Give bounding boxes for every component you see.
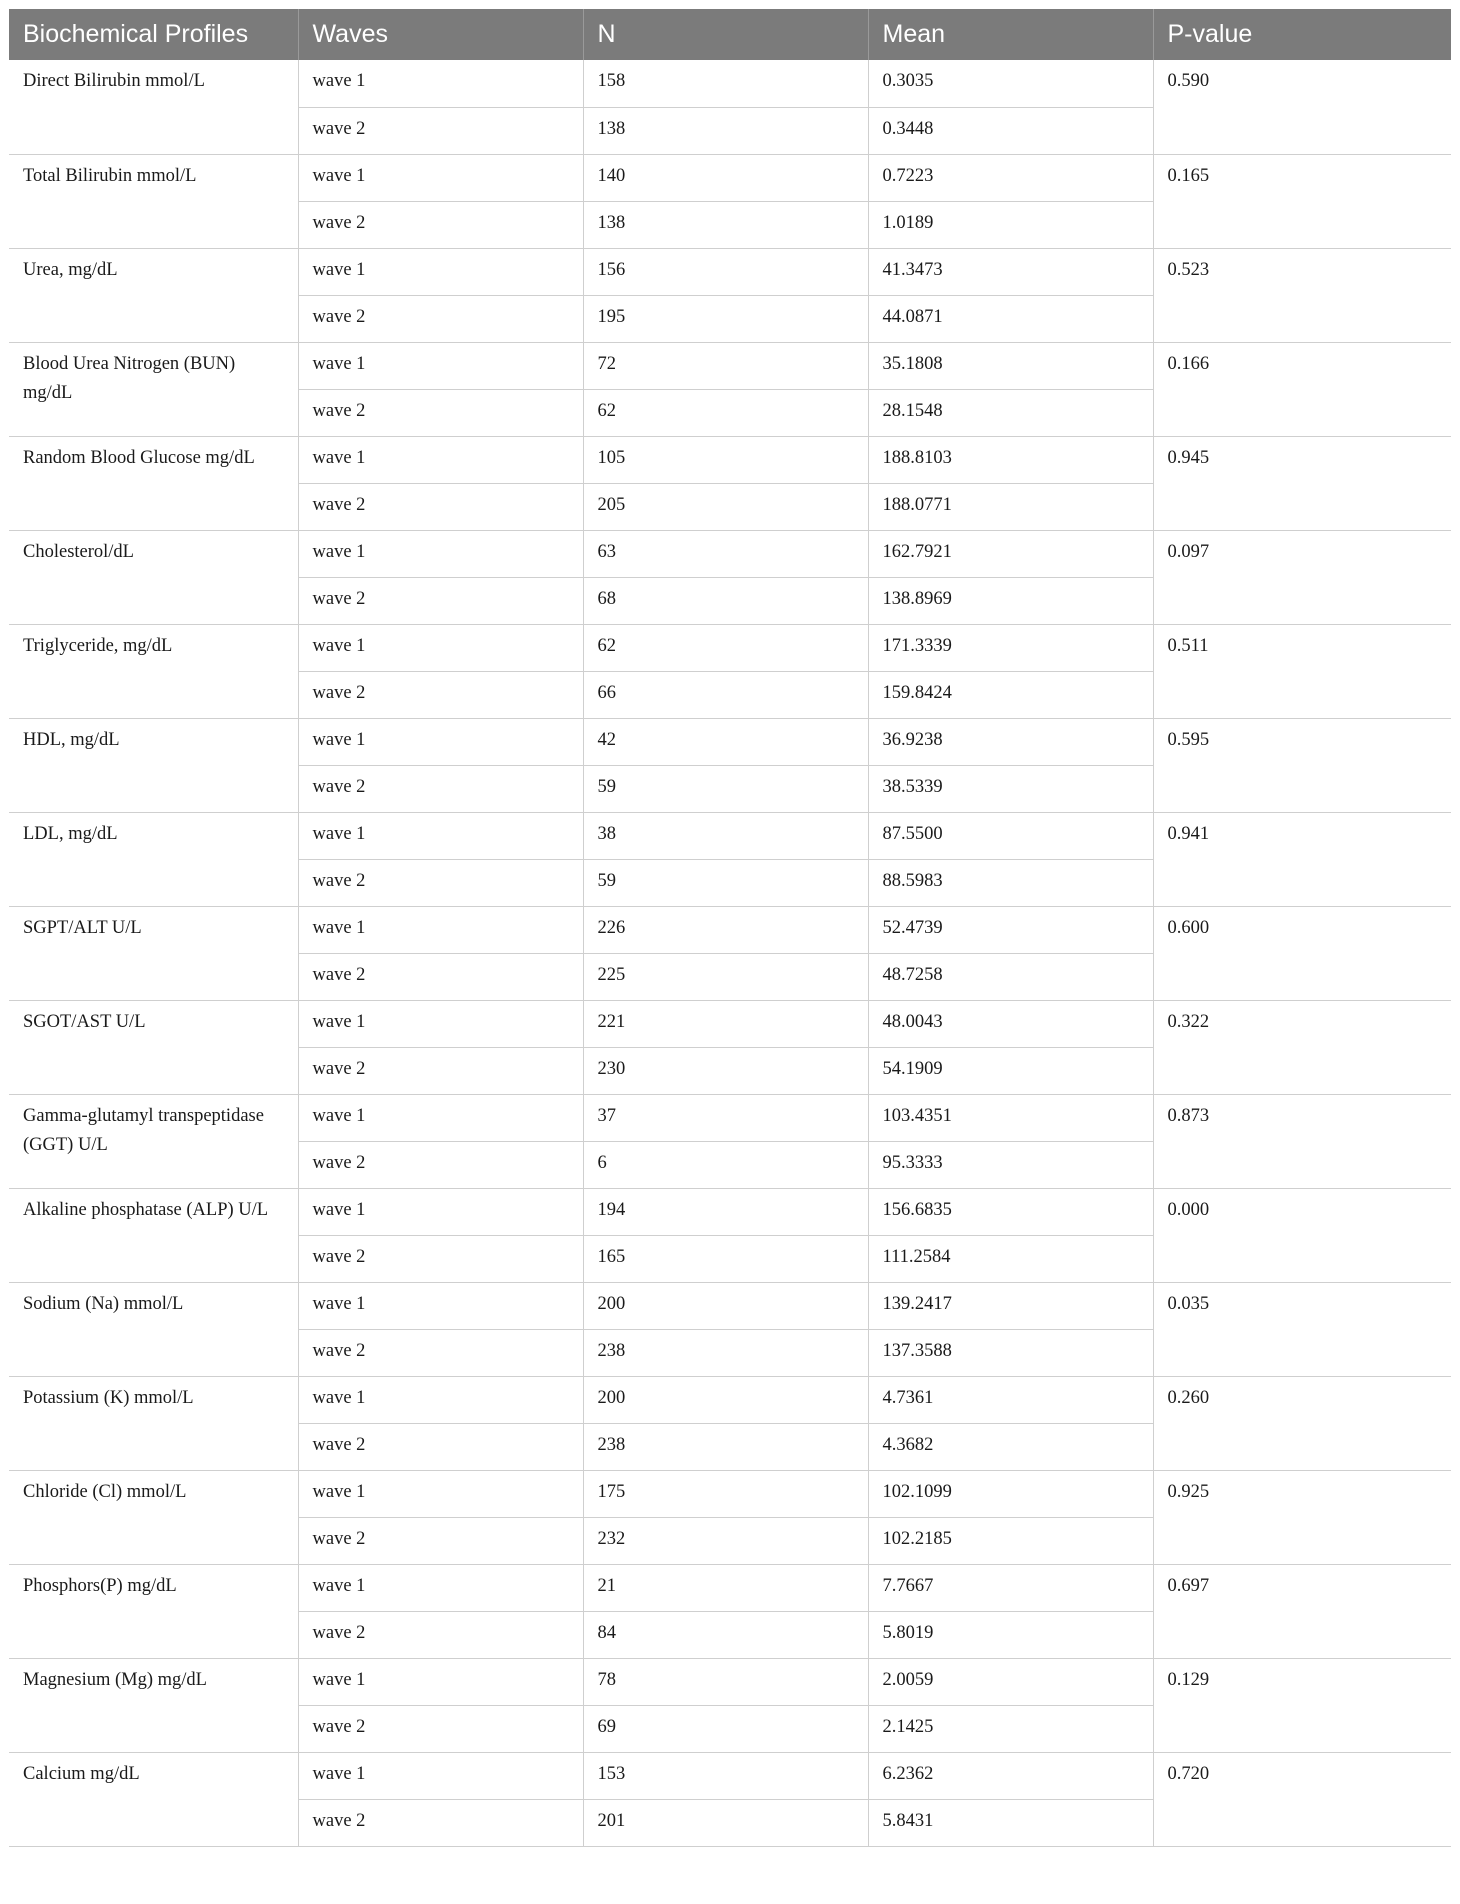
p-value-cell: 0.697 bbox=[1153, 1564, 1451, 1658]
wave-cell: wave 2 bbox=[298, 1799, 583, 1846]
p-value-cell: 0.511 bbox=[1153, 624, 1451, 718]
n-cell: 59 bbox=[583, 765, 868, 812]
p-value-cell: 0.600 bbox=[1153, 906, 1451, 1000]
profile-name-cell: Cholesterol/dL bbox=[9, 530, 298, 624]
wave-cell: wave 1 bbox=[298, 248, 583, 295]
wave-cell: wave 1 bbox=[298, 436, 583, 483]
mean-cell: 103.4351 bbox=[868, 1094, 1153, 1141]
n-cell: 63 bbox=[583, 530, 868, 577]
n-cell: 62 bbox=[583, 624, 868, 671]
mean-cell: 38.5339 bbox=[868, 765, 1153, 812]
table-row bbox=[9, 812, 1451, 859]
n-cell: 42 bbox=[583, 718, 868, 765]
n-cell: 59 bbox=[583, 859, 868, 906]
n-cell: 69 bbox=[583, 1705, 868, 1752]
n-cell: 201 bbox=[583, 1799, 868, 1846]
profile-name-cell: Phosphors(P) mg/dL bbox=[9, 1564, 298, 1658]
mean-cell: 6.2362 bbox=[868, 1752, 1153, 1799]
wave-cell: wave 1 bbox=[298, 1564, 583, 1611]
header-row bbox=[9, 9, 1451, 60]
header-mean: Mean bbox=[868, 9, 1153, 60]
table-row bbox=[9, 60, 1451, 107]
wave-cell: wave 2 bbox=[298, 389, 583, 436]
n-cell: 68 bbox=[583, 577, 868, 624]
wave-cell: wave 1 bbox=[298, 60, 583, 107]
wave-cell: wave 2 bbox=[298, 483, 583, 530]
wave-cell: wave 2 bbox=[298, 1141, 583, 1188]
profile-name-cell: Urea, mg/dL bbox=[9, 248, 298, 342]
p-value-cell: 0.595 bbox=[1153, 718, 1451, 812]
mean-cell: 5.8019 bbox=[868, 1611, 1153, 1658]
mean-cell: 171.3339 bbox=[868, 624, 1153, 671]
p-value-cell: 0.941 bbox=[1153, 812, 1451, 906]
profile-name-cell: Gamma-glutamyl transpeptidase (GGT) U/L bbox=[9, 1094, 298, 1188]
n-cell: 232 bbox=[583, 1517, 868, 1564]
table-row bbox=[9, 436, 1451, 483]
mean-cell: 44.0871 bbox=[868, 295, 1153, 342]
wave-cell: wave 1 bbox=[298, 1282, 583, 1329]
table-row bbox=[9, 154, 1451, 201]
mean-cell: 162.7921 bbox=[868, 530, 1153, 577]
mean-cell: 159.8424 bbox=[868, 671, 1153, 718]
n-cell: 156 bbox=[583, 248, 868, 295]
table-header bbox=[9, 9, 1451, 60]
table-row bbox=[9, 1282, 1451, 1329]
mean-cell: 4.7361 bbox=[868, 1376, 1153, 1423]
n-cell: 175 bbox=[583, 1470, 868, 1517]
mean-cell: 2.1425 bbox=[868, 1705, 1153, 1752]
wave-cell: wave 1 bbox=[298, 1470, 583, 1517]
n-cell: 230 bbox=[583, 1047, 868, 1094]
biochemical-profiles-table bbox=[9, 9, 1451, 1847]
header-biochemical-profiles: Biochemical Profiles bbox=[9, 9, 298, 60]
n-cell: 66 bbox=[583, 671, 868, 718]
n-cell: 226 bbox=[583, 906, 868, 953]
wave-cell: wave 2 bbox=[298, 1235, 583, 1282]
wave-cell: wave 2 bbox=[298, 295, 583, 342]
mean-cell: 36.9238 bbox=[868, 718, 1153, 765]
n-cell: 200 bbox=[583, 1282, 868, 1329]
p-value-cell: 0.873 bbox=[1153, 1094, 1451, 1188]
header-n: N bbox=[583, 9, 868, 60]
profile-name-cell: LDL, mg/dL bbox=[9, 812, 298, 906]
wave-cell: wave 1 bbox=[298, 906, 583, 953]
p-value-cell: 0.097 bbox=[1153, 530, 1451, 624]
wave-cell: wave 2 bbox=[298, 1611, 583, 1658]
profile-name-cell: Sodium (Na) mmol/L bbox=[9, 1282, 298, 1376]
p-value-cell: 0.590 bbox=[1153, 60, 1451, 154]
table-row bbox=[9, 906, 1451, 953]
profile-name-cell: Triglyceride, mg/dL bbox=[9, 624, 298, 718]
mean-cell: 102.1099 bbox=[868, 1470, 1153, 1517]
wave-cell: wave 2 bbox=[298, 107, 583, 154]
profile-name-cell: HDL, mg/dL bbox=[9, 718, 298, 812]
biochemical-profiles-table-container bbox=[9, 9, 1451, 1847]
header-waves: Waves bbox=[298, 9, 583, 60]
wave-cell: wave 2 bbox=[298, 1329, 583, 1376]
header-p-value: P-value bbox=[1153, 9, 1451, 60]
n-cell: 153 bbox=[583, 1752, 868, 1799]
table-row bbox=[9, 1000, 1451, 1047]
mean-cell: 111.2584 bbox=[868, 1235, 1153, 1282]
mean-cell: 156.6835 bbox=[868, 1188, 1153, 1235]
n-cell: 238 bbox=[583, 1329, 868, 1376]
n-cell: 6 bbox=[583, 1141, 868, 1188]
mean-cell: 4.3682 bbox=[868, 1423, 1153, 1470]
p-value-cell: 0.945 bbox=[1153, 436, 1451, 530]
mean-cell: 35.1808 bbox=[868, 342, 1153, 389]
n-cell: 194 bbox=[583, 1188, 868, 1235]
p-value-cell: 0.035 bbox=[1153, 1282, 1451, 1376]
profile-name-cell: Blood Urea Nitrogen (BUN) mg/dL bbox=[9, 342, 298, 436]
wave-cell: wave 2 bbox=[298, 1047, 583, 1094]
n-cell: 165 bbox=[583, 1235, 868, 1282]
table-row bbox=[9, 1658, 1451, 1705]
table-row bbox=[9, 248, 1451, 295]
profile-name-cell: Total Bilirubin mmol/L bbox=[9, 154, 298, 248]
wave-cell: wave 2 bbox=[298, 671, 583, 718]
n-cell: 221 bbox=[583, 1000, 868, 1047]
n-cell: 158 bbox=[583, 60, 868, 107]
mean-cell: 54.1909 bbox=[868, 1047, 1153, 1094]
n-cell: 200 bbox=[583, 1376, 868, 1423]
table-row bbox=[9, 1470, 1451, 1517]
mean-cell: 48.7258 bbox=[868, 953, 1153, 1000]
table-row bbox=[9, 1564, 1451, 1611]
mean-cell: 139.2417 bbox=[868, 1282, 1153, 1329]
n-cell: 105 bbox=[583, 436, 868, 483]
mean-cell: 95.3333 bbox=[868, 1141, 1153, 1188]
wave-cell: wave 2 bbox=[298, 765, 583, 812]
mean-cell: 138.8969 bbox=[868, 577, 1153, 624]
profile-name-cell: Direct Bilirubin mmol/L bbox=[9, 60, 298, 154]
mean-cell: 137.3588 bbox=[868, 1329, 1153, 1376]
p-value-cell: 0.322 bbox=[1153, 1000, 1451, 1094]
mean-cell: 7.7667 bbox=[868, 1564, 1153, 1611]
n-cell: 138 bbox=[583, 201, 868, 248]
mean-cell: 88.5983 bbox=[868, 859, 1153, 906]
n-cell: 205 bbox=[583, 483, 868, 530]
wave-cell: wave 2 bbox=[298, 1423, 583, 1470]
table-row bbox=[9, 1376, 1451, 1423]
p-value-cell: 0.129 bbox=[1153, 1658, 1451, 1752]
wave-cell: wave 2 bbox=[298, 953, 583, 1000]
wave-cell: wave 1 bbox=[298, 1094, 583, 1141]
p-value-cell: 0.260 bbox=[1153, 1376, 1451, 1470]
p-value-cell: 0.523 bbox=[1153, 248, 1451, 342]
mean-cell: 48.0043 bbox=[868, 1000, 1153, 1047]
wave-cell: wave 1 bbox=[298, 1658, 583, 1705]
n-cell: 38 bbox=[583, 812, 868, 859]
wave-cell: wave 1 bbox=[298, 154, 583, 201]
wave-cell: wave 1 bbox=[298, 1000, 583, 1047]
wave-cell: wave 2 bbox=[298, 201, 583, 248]
table-row bbox=[9, 718, 1451, 765]
n-cell: 62 bbox=[583, 389, 868, 436]
wave-cell: wave 1 bbox=[298, 812, 583, 859]
mean-cell: 102.2185 bbox=[868, 1517, 1153, 1564]
wave-cell: wave 1 bbox=[298, 624, 583, 671]
table-row bbox=[9, 1188, 1451, 1235]
mean-cell: 87.5500 bbox=[868, 812, 1153, 859]
p-value-cell: 0.165 bbox=[1153, 154, 1451, 248]
mean-cell: 0.3448 bbox=[868, 107, 1153, 154]
wave-cell: wave 2 bbox=[298, 1517, 583, 1564]
profile-name-cell: Random Blood Glucose mg/dL bbox=[9, 436, 298, 530]
n-cell: 37 bbox=[583, 1094, 868, 1141]
mean-cell: 5.8431 bbox=[868, 1799, 1153, 1846]
wave-cell: wave 2 bbox=[298, 577, 583, 624]
n-cell: 84 bbox=[583, 1611, 868, 1658]
n-cell: 21 bbox=[583, 1564, 868, 1611]
p-value-cell: 0.720 bbox=[1153, 1752, 1451, 1846]
wave-cell: wave 1 bbox=[298, 1188, 583, 1235]
p-value-cell: 0.925 bbox=[1153, 1470, 1451, 1564]
table-row bbox=[9, 624, 1451, 671]
n-cell: 195 bbox=[583, 295, 868, 342]
mean-cell: 1.0189 bbox=[868, 201, 1153, 248]
p-value-cell: 0.000 bbox=[1153, 1188, 1451, 1282]
n-cell: 140 bbox=[583, 154, 868, 201]
mean-cell: 188.0771 bbox=[868, 483, 1153, 530]
n-cell: 138 bbox=[583, 107, 868, 154]
profile-name-cell: SGPT/ALT U/L bbox=[9, 906, 298, 1000]
n-cell: 225 bbox=[583, 953, 868, 1000]
table-row bbox=[9, 530, 1451, 577]
wave-cell: wave 1 bbox=[298, 1752, 583, 1799]
wave-cell: wave 1 bbox=[298, 1376, 583, 1423]
wave-cell: wave 2 bbox=[298, 859, 583, 906]
n-cell: 78 bbox=[583, 1658, 868, 1705]
mean-cell: 0.7223 bbox=[868, 154, 1153, 201]
profile-name-cell: Chloride (Cl) mmol/L bbox=[9, 1470, 298, 1564]
mean-cell: 28.1548 bbox=[868, 389, 1153, 436]
profile-name-cell: Magnesium (Mg) mg/dL bbox=[9, 1658, 298, 1752]
table-body bbox=[9, 60, 1451, 1846]
table-row bbox=[9, 1752, 1451, 1799]
mean-cell: 188.8103 bbox=[868, 436, 1153, 483]
wave-cell: wave 1 bbox=[298, 530, 583, 577]
p-value-cell: 0.166 bbox=[1153, 342, 1451, 436]
profile-name-cell: Alkaline phosphatase (ALP) U/L bbox=[9, 1188, 298, 1282]
table-row bbox=[9, 1094, 1451, 1141]
wave-cell: wave 1 bbox=[298, 342, 583, 389]
n-cell: 72 bbox=[583, 342, 868, 389]
n-cell: 238 bbox=[583, 1423, 868, 1470]
wave-cell: wave 2 bbox=[298, 1705, 583, 1752]
mean-cell: 2.0059 bbox=[868, 1658, 1153, 1705]
profile-name-cell: Potassium (K) mmol/L bbox=[9, 1376, 298, 1470]
table-row bbox=[9, 342, 1451, 389]
wave-cell: wave 1 bbox=[298, 718, 583, 765]
mean-cell: 41.3473 bbox=[868, 248, 1153, 295]
mean-cell: 52.4739 bbox=[868, 906, 1153, 953]
profile-name-cell: Calcium mg/dL bbox=[9, 1752, 298, 1846]
mean-cell: 0.3035 bbox=[868, 60, 1153, 107]
profile-name-cell: SGOT/AST U/L bbox=[9, 1000, 298, 1094]
